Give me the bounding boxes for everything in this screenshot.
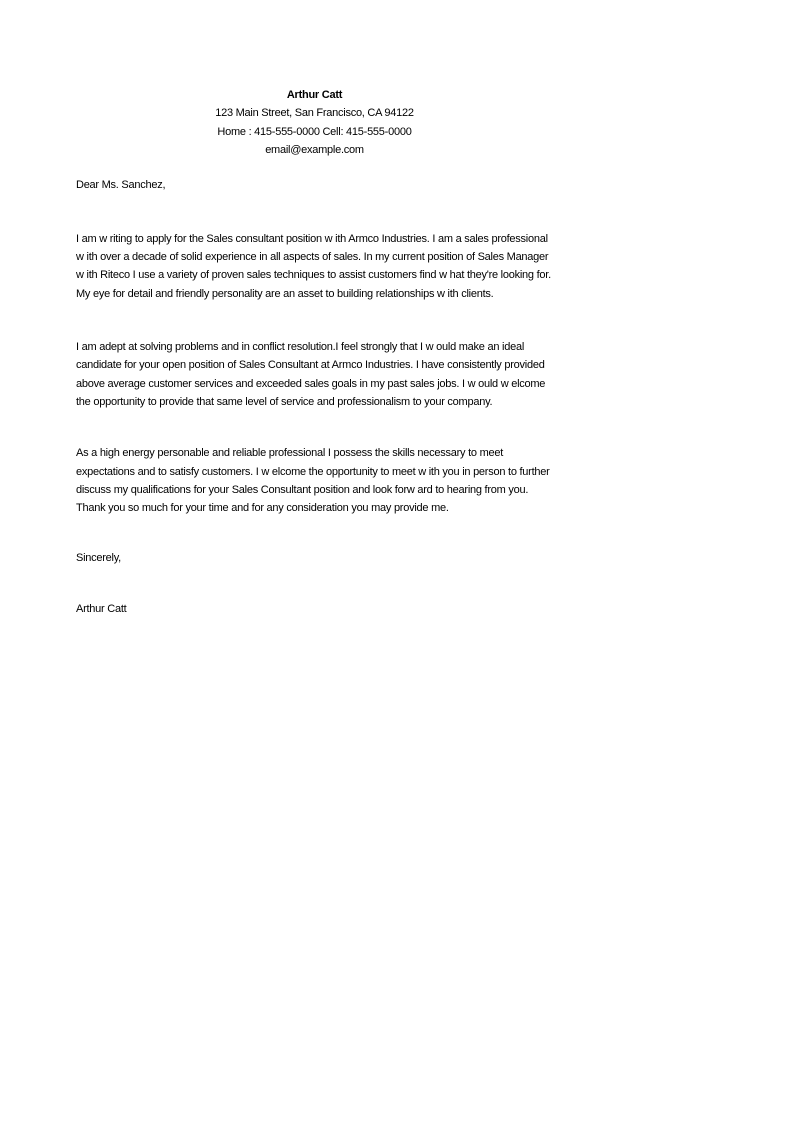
salutation: Dear Ms. Sanchez, <box>76 179 166 192</box>
signature-name: Arthur Catt <box>76 602 127 615</box>
letter-content <box>76 86 553 618</box>
closing-phrase: Sincerely, <box>76 551 121 564</box>
letter-header <box>76 86 553 159</box>
body-paragraph-2: I am adept at solving problems and in conflict resolution.I feel strongly that I w ould make an ideal candidate for your open position of Sales Consultant at Armco Industries. I have consistently provided above average customer services and exceeded sales goals in my past sales jobs. I w ould w elcome the opportunity to provide that same level of service and professionalism to your company. <box>76 340 546 408</box>
body-paragraph-3: As a high energy personable and reliable professional I possess the skills necessary to meet expectations and to satisfy customers. I w elcome the opportunity to meet w ith you in person to further discuss my qualifications for your Sales Consultant position and look forw ard to hearing from you. Thank you so much for your time and for any consideration you may provide me. <box>76 447 550 515</box>
body-paragraph-1: I am w riting to apply for the Sales consultant position w ith Armco Industries. I am a sales professional w ith over a decade of solid experience in all aspects of sales. In my current position of Sales Manager w ith Riteco I use a variety of proven sales techniques to assist customers find w hat they're looking for. My eye for detail and friendly personality are an asset to building relationships w ith clients. <box>76 232 551 300</box>
sender-name: Arthur Catt <box>286 89 343 101</box>
sender-phone-numbers: Home : 415-555-0000 Cell: 415-555-0000 <box>217 125 412 138</box>
sender-address: 123 Main Street, San Francisco, CA 94122 <box>215 107 414 120</box>
sender-email: email@example.com <box>265 143 364 156</box>
